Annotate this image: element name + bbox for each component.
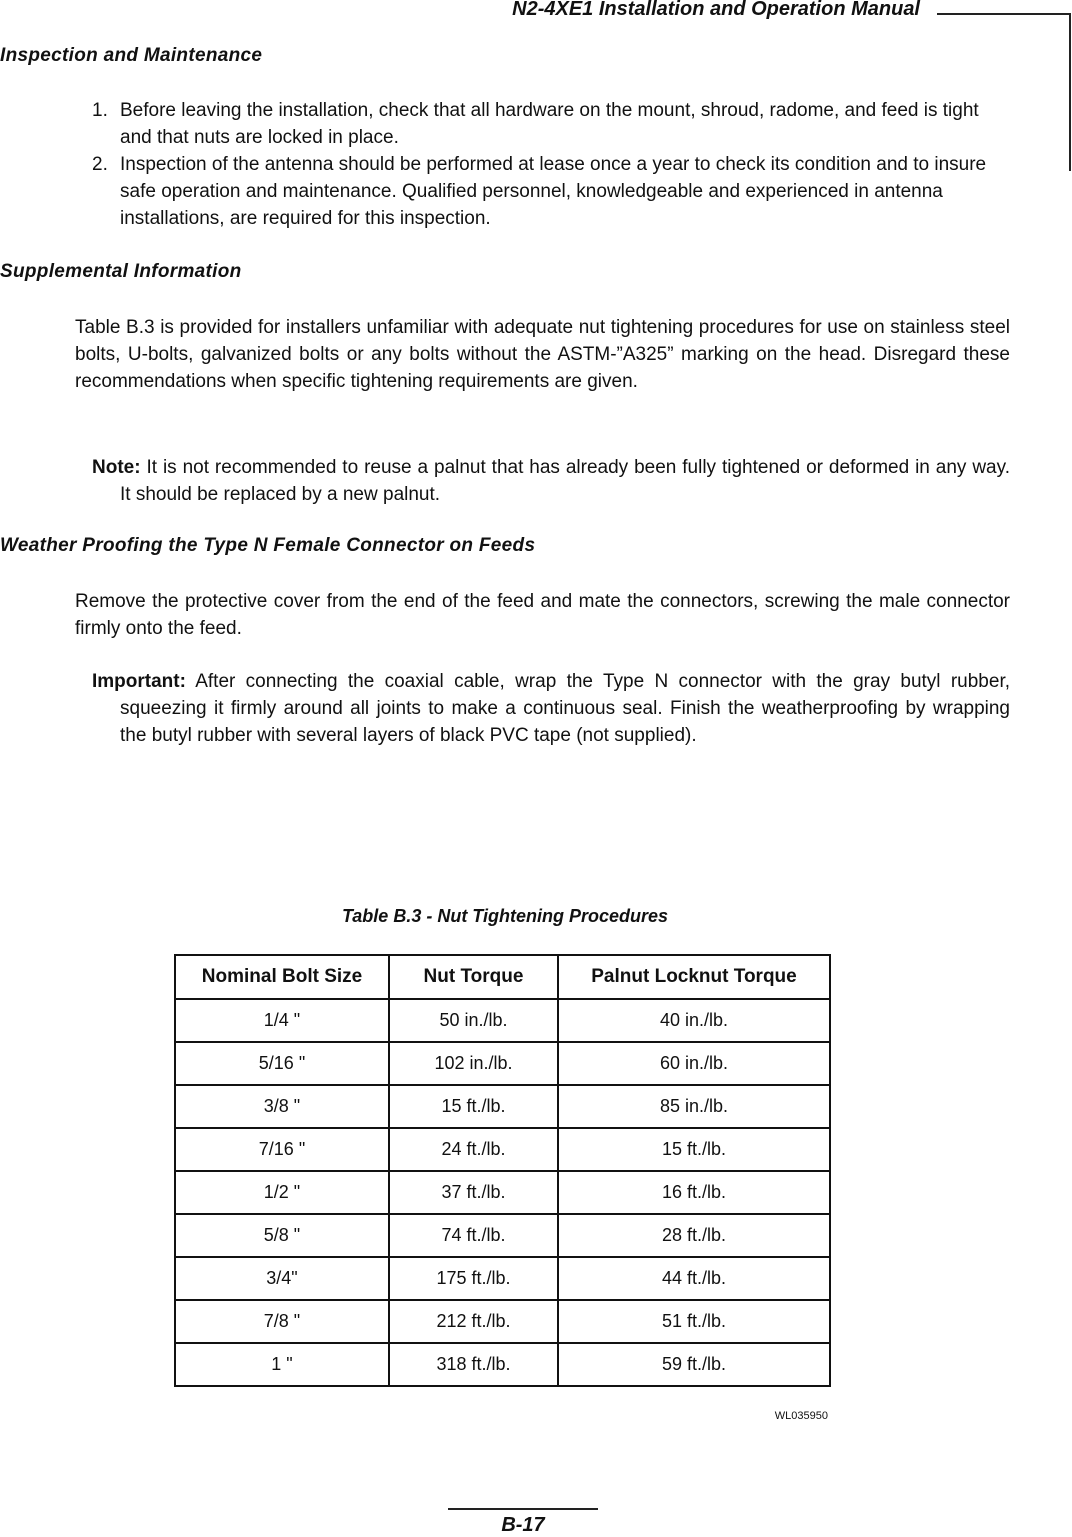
supplemental-paragraph: Table B.3 is provided for installers unfamiliar with adequate nut tightening procedures for use on stainless steel bolts, U-bolts, galvanized bolts or any bolts without the ASTM-”A325” marking on the head. Disregard these recommendations when specific tightening requirements are given. <box>75 317 1010 392</box>
bolt-size-cell: 3/4" <box>175 1257 389 1300</box>
nut-torque-cell: 102 in./lb. <box>389 1042 558 1085</box>
palnut-torque-cell: 85 in./lb. <box>558 1085 830 1128</box>
supplemental-heading: Supplemental Information <box>0 261 242 282</box>
nut-tightening-table <box>174 954 831 1387</box>
palnut-torque-cell: 15 ft./lb. <box>558 1128 830 1171</box>
bolt-size-cell: 5/8 " <box>175 1214 389 1257</box>
bolt-size-cell: 1 " <box>175 1343 389 1386</box>
table-row <box>175 999 830 1042</box>
inspection-item-1 <box>92 97 1010 151</box>
table-row <box>175 1257 830 1300</box>
manual-title: N2-4XE1 Installation and Operation Manual <box>512 0 920 20</box>
palnut-torque-cell: 16 ft./lb. <box>558 1171 830 1214</box>
nut-torque-cell: 318 ft./lb. <box>389 1343 558 1386</box>
item-number: 1. <box>92 100 108 121</box>
page-number: B-17 <box>501 1514 545 1536</box>
bolt-size-cell: 5/16 " <box>175 1042 389 1085</box>
inspection-item-2 <box>92 151 1010 232</box>
table-header-row <box>175 955 830 999</box>
weather-paragraph: Remove the protective cover from the end of the feed and mate the connectors, screwing the male connector firmly onto the feed. <box>75 591 1010 639</box>
figure-reference-code: WL035950 <box>774 1410 828 1422</box>
palnut-torque-cell: 44 ft./lb. <box>558 1257 830 1300</box>
table-row <box>175 1214 830 1257</box>
important-note <box>92 668 1010 749</box>
palnut-torque-cell: 51 ft./lb. <box>558 1300 830 1343</box>
nut-torque-cell: 15 ft./lb. <box>389 1085 558 1128</box>
item-number: 2. <box>92 154 108 175</box>
nut-torque-cell: 50 in./lb. <box>389 999 558 1042</box>
palnut-torque-cell: 60 in./lb. <box>558 1042 830 1085</box>
bolt-size-cell: 7/8 " <box>175 1300 389 1343</box>
bolt-size-cell: 7/16 " <box>175 1128 389 1171</box>
header-side-rule <box>1069 13 1071 171</box>
important-text: After connecting the coaxial cable, wrap the Type N connector with the gray butyl rubber, squeezing it firmly around all joints to make a continuous seal. Finish the weatherproofing by wrapping the butyl rubber with several layers of black PVC tape (not supplied). <box>120 671 1010 746</box>
table-row <box>175 1300 830 1343</box>
nut-torque-cell: 212 ft./lb. <box>389 1300 558 1343</box>
palnut-torque-cell: 28 ft./lb. <box>558 1214 830 1257</box>
table-row <box>175 1171 830 1214</box>
header-bolt-size: Nominal Bolt Size <box>175 955 389 999</box>
table-row <box>175 1128 830 1171</box>
note-text: It is not recommended to reuse a palnut that has already been fully tightened or deformed in any way. It should be replaced by a new palnut. <box>120 457 1010 505</box>
header-nut-torque: Nut Torque <box>389 955 558 999</box>
important-label: Important: <box>92 671 186 692</box>
header-rule <box>937 13 1071 15</box>
palnut-torque-cell: 59 ft./lb. <box>558 1343 830 1386</box>
table-caption: Table B.3 - Nut Tightening Procedures <box>341 906 669 926</box>
nut-torque-cell: 37 ft./lb. <box>389 1171 558 1214</box>
header-palnut-torque: Palnut Locknut Torque <box>558 955 830 999</box>
palnut-torque-cell: 40 in./lb. <box>558 999 830 1042</box>
note-label: Note: <box>92 457 141 478</box>
bolt-size-cell: 1/4 " <box>175 999 389 1042</box>
nut-torque-cell: 74 ft./lb. <box>389 1214 558 1257</box>
table-row <box>175 1042 830 1085</box>
footer-rule <box>448 1508 598 1510</box>
note <box>92 454 1010 508</box>
item-text: Before leaving the installation, check that all hardware on the mount, shroud, radome, and feed is tight and that nuts are locked in place. <box>120 100 979 148</box>
nut-torque-cell: 24 ft./lb. <box>389 1128 558 1171</box>
weather-heading: Weather Proofing the Type N Female Connector on Feeds <box>0 535 536 556</box>
table-row <box>175 1085 830 1128</box>
item-text: Inspection of the antenna should be performed at lease once a year to check its condition and to insure safe operation and maintenance. Qualified personnel, knowledgeable and experienced in antenna installations, are required for this inspection. <box>120 154 987 229</box>
bolt-size-cell: 3/8 " <box>175 1085 389 1128</box>
table-row <box>175 1343 830 1386</box>
inspection-heading: Inspection and Maintenance <box>0 45 263 66</box>
nut-torque-cell: 175 ft./lb. <box>389 1257 558 1300</box>
bolt-size-cell: 1/2 " <box>175 1171 389 1214</box>
